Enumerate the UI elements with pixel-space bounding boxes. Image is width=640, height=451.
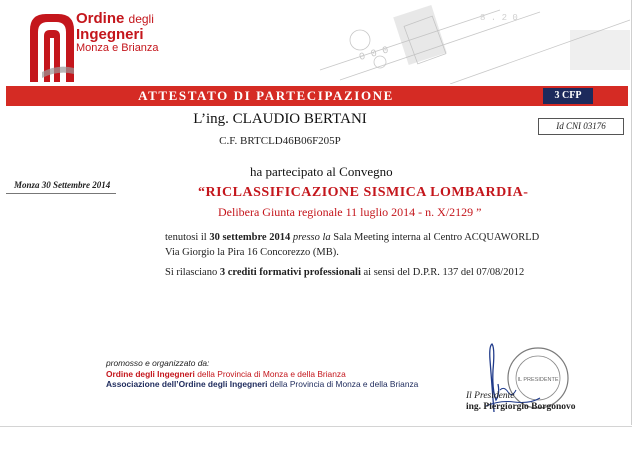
event-title: “RICLASSIFICAZIONE SISMICA LOMBARDIA- — [198, 185, 529, 200]
id-cni-box: Id CNI 03176 — [538, 118, 624, 135]
held-prefix: tenutosi il — [165, 232, 210, 243]
title-banner — [6, 86, 628, 106]
credits-line — [165, 267, 524, 278]
credits-amount: 3 crediti formativi professionali — [219, 267, 361, 278]
credits-prefix: Si rilasciano — [165, 267, 220, 278]
org-name-ordine: Ordine — [76, 10, 125, 27]
promoter-ordine — [106, 369, 418, 380]
venue: Sala Meeting interna al Centro ACQUAWORLD — [333, 232, 540, 243]
svg-text:8 . 2 0: 8 . 2 0 — [480, 13, 518, 23]
promoter-associazione — [106, 379, 418, 390]
header-watermark — [300, 0, 640, 84]
event-held-line — [165, 230, 539, 245]
org-name-degli: degli — [128, 12, 154, 26]
promoter-associazione-name: Associazione dell’Ordine degli Ingegneri — [106, 379, 268, 389]
promoter-ordine-province: della Provincia di Monza e della Brianza — [194, 368, 346, 379]
signatory-name: ing. Piergiorgio Borgonovo — [466, 402, 576, 412]
participation-text: ha partecipato al Convegno — [250, 164, 393, 179]
svg-text:0 0 0: 0 0 0 — [358, 45, 391, 64]
held-at: presso la — [292, 232, 331, 243]
event-address: Via Giorgio la Pira 16 Concorezzo (MB). — [165, 247, 339, 258]
stamp-text: IL PRESIDENTE — [517, 377, 559, 383]
cfp-badge: 3 CFP — [543, 88, 593, 104]
org-name-ingegneri: Ingegneri — [76, 25, 144, 43]
held-date: 30 settembre 2014 — [209, 232, 291, 243]
event-details — [165, 230, 539, 260]
event-subtitle: Delibera Giunta regionale 11 luglio 2014 - n. X/2129 ” — [218, 205, 482, 219]
recipient-name: L’ing. CLAUDIO BERTANI — [193, 111, 367, 127]
certificate-title: ATTESTATO DI PARTECIPAZIONE — [138, 88, 394, 103]
date-underline — [6, 193, 116, 194]
org-name-location: Monza e Brianza — [76, 41, 159, 54]
bottom-border — [0, 426, 632, 427]
organization-name — [76, 11, 159, 54]
fiscal-code: C.F. BRTCLD46B06F205P — [219, 135, 341, 147]
promoter-associazione-province: della Provincia di Monza e della Brianza — [267, 379, 419, 389]
ordine-logo — [28, 8, 76, 82]
location-date: Monza 30 Settembre 2014 — [14, 180, 111, 190]
promoters-caption: promosso e organizzato da: — [106, 358, 210, 368]
credits-suffix: ai sensi del D.P.R. 137 del 07/08/2012 — [360, 267, 525, 278]
promoter-ordine-name: Ordine degli Ingegneri — [106, 368, 195, 379]
signatory-role: Il Presidente — [466, 391, 515, 401]
promoters-block — [106, 358, 418, 390]
